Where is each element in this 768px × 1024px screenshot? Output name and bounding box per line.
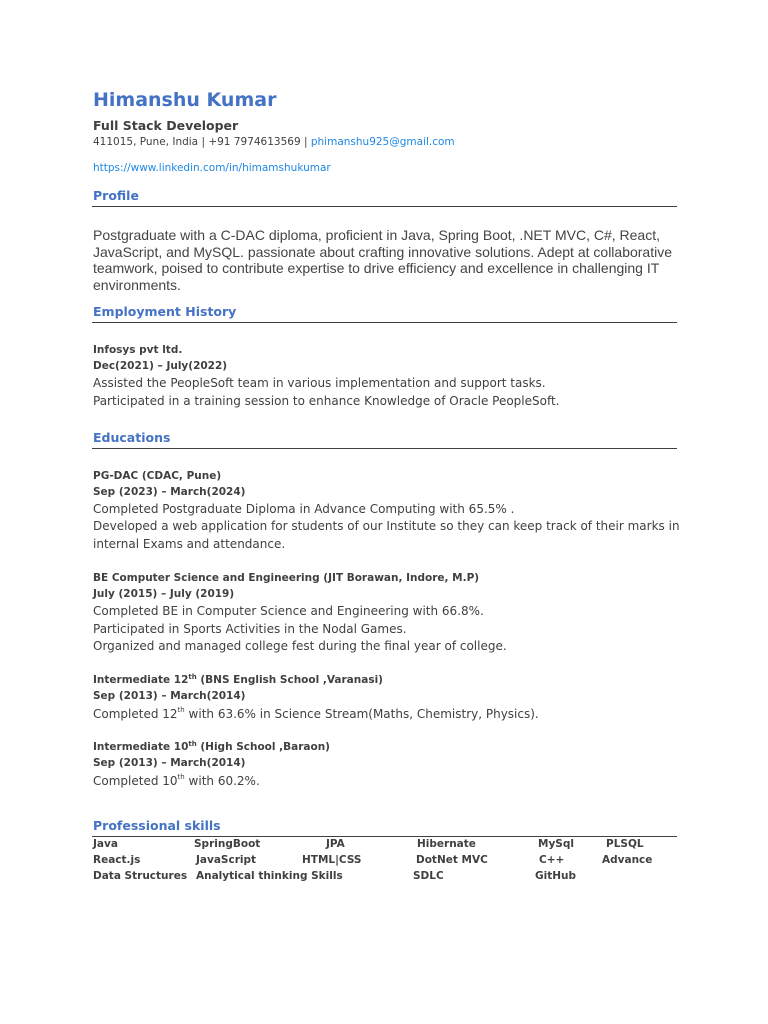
detail-text: with 63.6% in Science Stream(Maths, Chemistry, Physics). <box>184 707 539 721</box>
employer-name: Infosys pvt ltd. <box>93 344 183 356</box>
education-dates: Sep (2023) – March(2024) <box>93 486 246 498</box>
skill-item: PLSQL <box>606 838 644 850</box>
education-dates: Sep (2013) – March(2014) <box>93 690 246 702</box>
contact-details: 411015, Pune, India | +91 7974613569 | <box>93 136 311 148</box>
contact-line <box>93 136 455 148</box>
school-name: (BNS English School ,Varanasi) <box>196 674 383 686</box>
education-detail: Organized and managed college fest during the final year of college. <box>93 639 507 653</box>
skill-item: Advance <box>602 854 653 866</box>
detail-text: with 60.2%. <box>184 774 260 788</box>
job-title: Full Stack Developer <box>93 118 239 133</box>
detail-text: Completed 10 <box>93 774 178 788</box>
education-detail <box>93 774 260 788</box>
skill-item: DotNet MVC <box>416 854 488 866</box>
education-title <box>93 674 383 686</box>
education-title: BE Computer Science and Engineering (JIT Borawan, Indore, M.P) <box>93 572 480 584</box>
education-dates: July (2015) – July (2019) <box>93 588 235 600</box>
education-detail: Developed a web application for students of our Institute so they can keep track of their marks in internal Exams and attendance. <box>93 519 680 551</box>
education-detail <box>93 707 539 721</box>
education-title: PG-DAC (CDAC, Pune) <box>93 470 222 482</box>
skill-item: SDLC <box>413 870 444 882</box>
skill-item: Java <box>93 838 118 850</box>
email-link[interactable]: phimanshu925@gmail.com <box>310 136 455 148</box>
skill-item: SpringBoot <box>194 838 261 850</box>
profile-summary: Postgraduate with a C-DAC diploma, proficient in Java, Spring Boot, .NET MVC, C#, React, JavaScript, and MySQL. passionate about crafting innovative solutions. Adept at collaborative teamwork, poised to contribute expertise to drive efficiency and excellence in challenging IT environments. <box>93 227 673 293</box>
education-divider <box>92 448 677 449</box>
education-title <box>93 741 330 753</box>
skill-item: GitHub <box>535 870 577 882</box>
skill-item: React.js <box>93 854 141 866</box>
skills-heading: Professional skills <box>93 818 221 833</box>
skill-item: JavaScript <box>196 854 257 866</box>
skill-item: JPA <box>326 838 345 850</box>
superscript: th <box>177 706 185 714</box>
employment-duty: Assisted the PeopleSoft team in various implementation and support tasks. <box>93 376 546 390</box>
superscript: th <box>188 740 197 748</box>
employment-heading: Employment History <box>93 304 237 319</box>
skill-item: Analytical thinking Skills <box>196 870 343 882</box>
employment-dates: Dec(2021) – July(2022) <box>93 360 228 372</box>
detail-text: Completed 12 <box>93 707 178 721</box>
education-title-text: Intermediate 12 <box>93 674 189 686</box>
school-name: (High School ,Baraon) <box>196 741 330 753</box>
education-detail: Completed Postgraduate Diploma in Advance Computing with 65.5% . <box>93 502 515 516</box>
skills-divider <box>92 836 677 837</box>
education-title-text: Intermediate 10 <box>93 741 189 753</box>
linkedin-link[interactable]: https://www.linkedin.com/in/himamshukumar <box>93 162 331 174</box>
profile-divider <box>92 206 677 207</box>
education-detail: Completed BE in Computer Science and Engineering with 66.8%. <box>93 604 484 618</box>
profile-heading: Profile <box>93 188 139 203</box>
skill-item: HTML|CSS <box>302 854 362 866</box>
education-dates: Sep (2013) – March(2014) <box>93 757 246 769</box>
candidate-name: Himanshu Kumar <box>93 89 277 111</box>
skill-item: C++ <box>539 854 565 866</box>
employment-divider <box>92 322 677 323</box>
employment-duty: Participated in a training session to enhance Knowledge of Oracle PeopleSoft. <box>93 394 560 408</box>
superscript: th <box>188 673 197 681</box>
superscript: th <box>177 773 185 781</box>
education-heading: Educations <box>93 430 171 445</box>
education-detail: Participated in Sports Activities in the Nodal Games. <box>93 622 407 636</box>
skill-item: MySql <box>538 838 574 850</box>
skill-item: Data Structures <box>93 870 188 882</box>
skill-item: Hibernate <box>417 838 476 850</box>
